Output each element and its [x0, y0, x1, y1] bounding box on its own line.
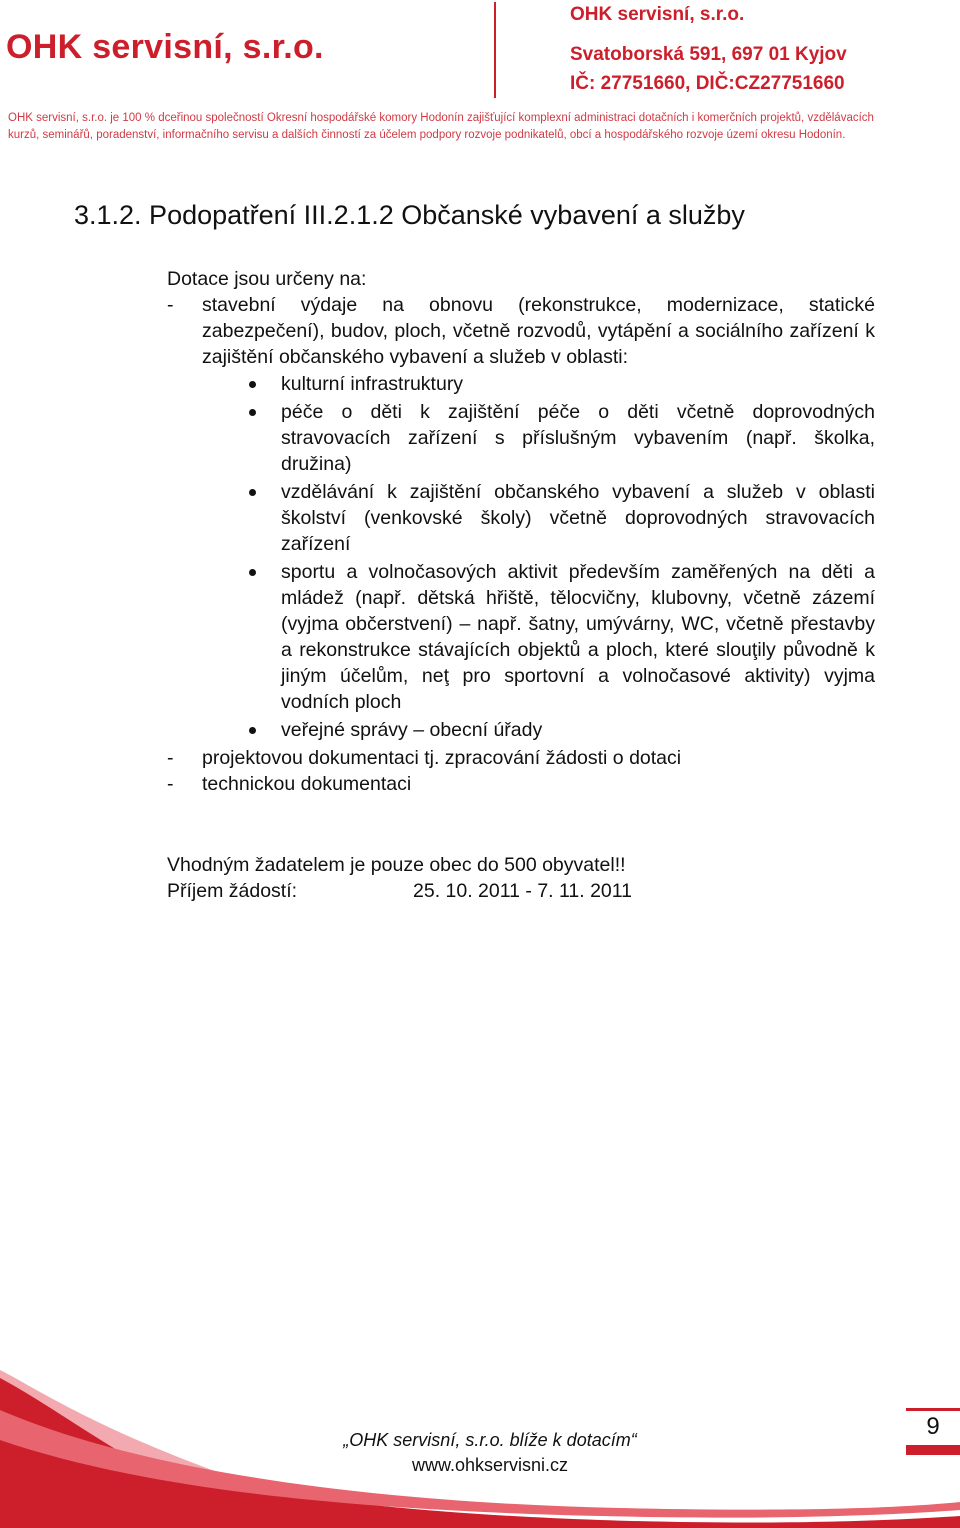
section-content [167, 266, 875, 797]
dash-item [167, 771, 875, 797]
bullet-item-strong: kulturní infrastruktury [281, 373, 464, 395]
bullet-item-text: k zajištění občanského vybavení a služeb v oblasti školství (venkovské školy) včetně doprovodných stravovacích zařízení [281, 481, 875, 555]
bullet-item [281, 559, 875, 715]
intake-label: Příjem žádostí: [167, 880, 298, 902]
header-address: Svatoborská 591, 697 01 Kyjov [570, 44, 847, 65]
section-heading: 3.1.2. Podopatření III.2.1.2 Občanské vybavení a služby [74, 200, 745, 230]
header-company-name: OHK servisní, s.r.o. [570, 4, 745, 25]
dash-item-text: projektovou dokumentaci tj. zpracování žádosti o dotaci [202, 747, 682, 769]
bullet-dot-icon [249, 489, 256, 496]
bullet-dot-icon [249, 381, 256, 388]
dash-marker: - [167, 294, 174, 316]
bullet-item-strong: péče o děti [281, 401, 402, 423]
bullet-item [281, 399, 875, 477]
bullet-item [281, 479, 875, 557]
brand-title: OHK servisní, s.r.o. [6, 28, 324, 66]
bullet-item-strong: vzdělávání [281, 481, 375, 503]
footer-website-link[interactable]: www.ohkservisni.cz [411, 1455, 569, 1475]
bullet-list [167, 371, 875, 743]
page-number: 9 [926, 1413, 940, 1440]
dash-marker: - [167, 747, 174, 769]
bullet-item-text: především zaměřených na děti a mládež (např. dětská hřiště, tělocvičny, klubovny, včetně zázemí (vyjma občerstvení) – např. šatny, umývárny, WC, včetně přestavby a rekonstrukce stávajících objektů a ploch, které slouţily původně k jiným účelům, neţ pro sportovní a volnočasové aktivity) vyjma vodních ploch [281, 561, 876, 713]
header-divider [494, 2, 496, 98]
intake-row [167, 878, 632, 904]
header-company-ids: IČ: 27751660, DIČ:CZ27751660 [570, 73, 845, 94]
bullet-item-strong: veřejné správy [281, 719, 408, 741]
dash-item-text: stavební výdaje na obnovu (rekonstrukce, modernizace, statické zabezpečení), budov, ploch, včetně rozvodů, vytápění a sociálního zařízení k zajištění občanského vybavení a služeb v oblasti: [202, 294, 875, 368]
dash-item-text: technickou dokumentaci [202, 773, 412, 795]
dash-item [167, 745, 875, 771]
footer-slogan: „OHK servisní, s.r.o. blíže k dotacím“ [343, 1430, 637, 1450]
bullet-item-text: – obecní úřady [407, 719, 543, 741]
bullet-item [281, 717, 875, 743]
bullet-item [281, 371, 875, 397]
lead-text: Dotace jsou určeny na: [167, 268, 367, 290]
bullet-dot-icon [249, 409, 256, 416]
bullet-dot-icon [249, 727, 256, 734]
page-number-bottom-bar [906, 1445, 960, 1455]
page-number-top-bar [906, 1408, 960, 1411]
dash-item [167, 292, 875, 370]
notice-block [167, 852, 632, 904]
intake-dates: 25. 10. 2011 - 7. 11. 2011 [413, 880, 633, 902]
header-intro-text: OHK servisní, s.r.o. je 100 % dceřinou společností Okresní hospodářské komory Hodonín zajišťující komplexní administraci dotačních i komerčních projektů, vzdělávacích kurzů, seminářů, poradenství, informačního servisu a dalších činností za účelem podpory rozvoje podnikatelů, obcí a hospodářského rozvoje území okresu Hodonín. [8, 112, 874, 141]
bullet-dot-icon [249, 569, 256, 576]
bullet-item-strong: sportu a volnočasových aktivit [281, 561, 558, 583]
dash-marker: - [167, 773, 174, 795]
eligibility-note: Vhodným žadatelem je pouze obec do 500 obyvatel!! [167, 854, 626, 876]
bullet-item-text: k zajištění péče o děti včetně doprovodných stravovacích zařízení s příslušným vybavením (např. školka, družina) [281, 401, 875, 475]
